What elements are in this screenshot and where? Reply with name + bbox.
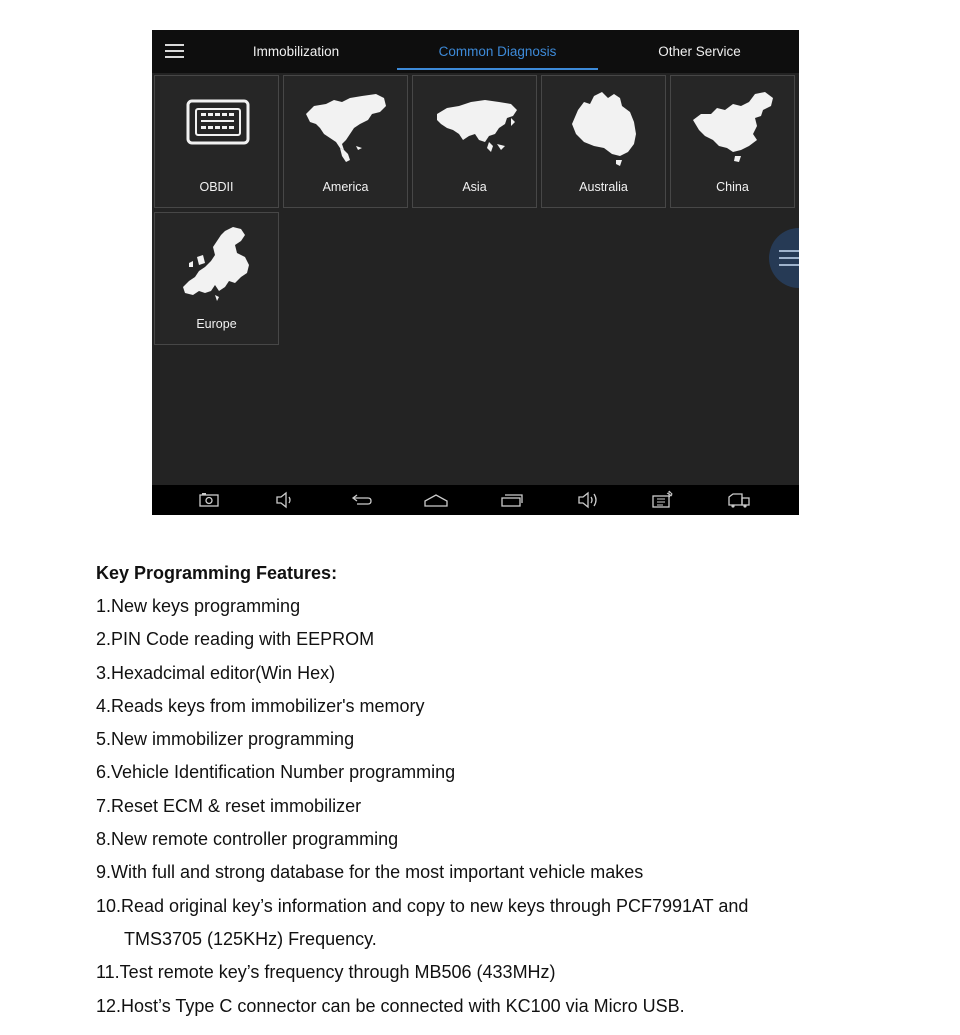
active-tab-indicator [397, 68, 598, 70]
feature-item: 2.PIN Code reading with EEPROM [96, 629, 375, 650]
features-list [96, 590, 936, 1023]
tile-america[interactable] [283, 75, 408, 208]
vci-truck-icon[interactable] [727, 489, 751, 511]
feature-item: 1.New keys programming [96, 596, 301, 616]
feature-item: 4.Reads keys from immobilizer's memory [96, 695, 425, 716]
tab-immobilization[interactable]: Immobilization [252, 44, 340, 59]
tile-obdii[interactable] [154, 75, 279, 208]
europe-map-icon [155, 221, 278, 311]
tablet-screen [152, 30, 799, 515]
tile-europe[interactable] [154, 212, 279, 345]
feature-item: 10.Read original key’s information and copy to new keys through PCF7991AT and [96, 895, 749, 916]
tile-label: Europe [196, 317, 237, 331]
feature-item: 3.Hexadcimal editor(Win Hex) [96, 662, 336, 683]
feature-item: 7.Reset ECM & reset immobilizer [96, 795, 362, 816]
australia-map-icon [542, 84, 665, 174]
tile-asia[interactable] [412, 75, 537, 208]
feature-item: 11.Test remote key’s frequency through MB506 (433MHz) [96, 962, 556, 983]
feature-item: 9.With full and strong database for the most important vehicle makes [96, 862, 644, 883]
volume-up-icon[interactable] [576, 489, 600, 511]
hamburger-menu-icon[interactable] [164, 42, 186, 60]
tab-other-service[interactable]: Other Service [658, 44, 741, 59]
feature-item: 5.New immobilizer programming [96, 729, 355, 750]
recent-apps-icon[interactable] [500, 489, 524, 511]
feature-item-continuation-text: TMS3705 (125KHz) Frequency. [124, 928, 377, 949]
system-navigation-bar [152, 485, 799, 515]
volume-down-icon[interactable] [273, 489, 297, 511]
tile-label: America [322, 180, 369, 194]
feature-item: 12.Host’s Type C connector can be connected with KC100 via Micro USB. [96, 995, 685, 1016]
feature-item-continuation [96, 923, 936, 956]
tile-australia[interactable] [541, 75, 666, 208]
obd-connector-icon [155, 84, 278, 174]
feature-item: 6.Vehicle Identification Number programming [96, 762, 456, 783]
tab-common-diagnosis[interactable]: Common Diagnosis [438, 44, 557, 59]
tile-china[interactable] [670, 75, 795, 208]
features-heading: Key Programming Features: [96, 563, 338, 583]
tile-label: Asia [462, 180, 487, 194]
china-map-icon [671, 84, 794, 174]
tile-label: OBDII [199, 180, 234, 194]
top-tab-bar [152, 30, 799, 73]
floating-menu-button[interactable] [769, 228, 799, 288]
screenshot-icon[interactable] [197, 489, 221, 511]
north-america-map-icon [284, 84, 407, 174]
bluetooth-icon[interactable] [651, 489, 675, 511]
asia-map-icon [413, 84, 536, 174]
home-icon[interactable] [424, 489, 448, 511]
key-programming-features [96, 560, 936, 1023]
feature-item: 8.New remote controller programming [96, 829, 399, 850]
back-icon[interactable] [349, 489, 373, 511]
tile-label: China [716, 180, 749, 194]
tile-label: Australia [579, 180, 628, 194]
